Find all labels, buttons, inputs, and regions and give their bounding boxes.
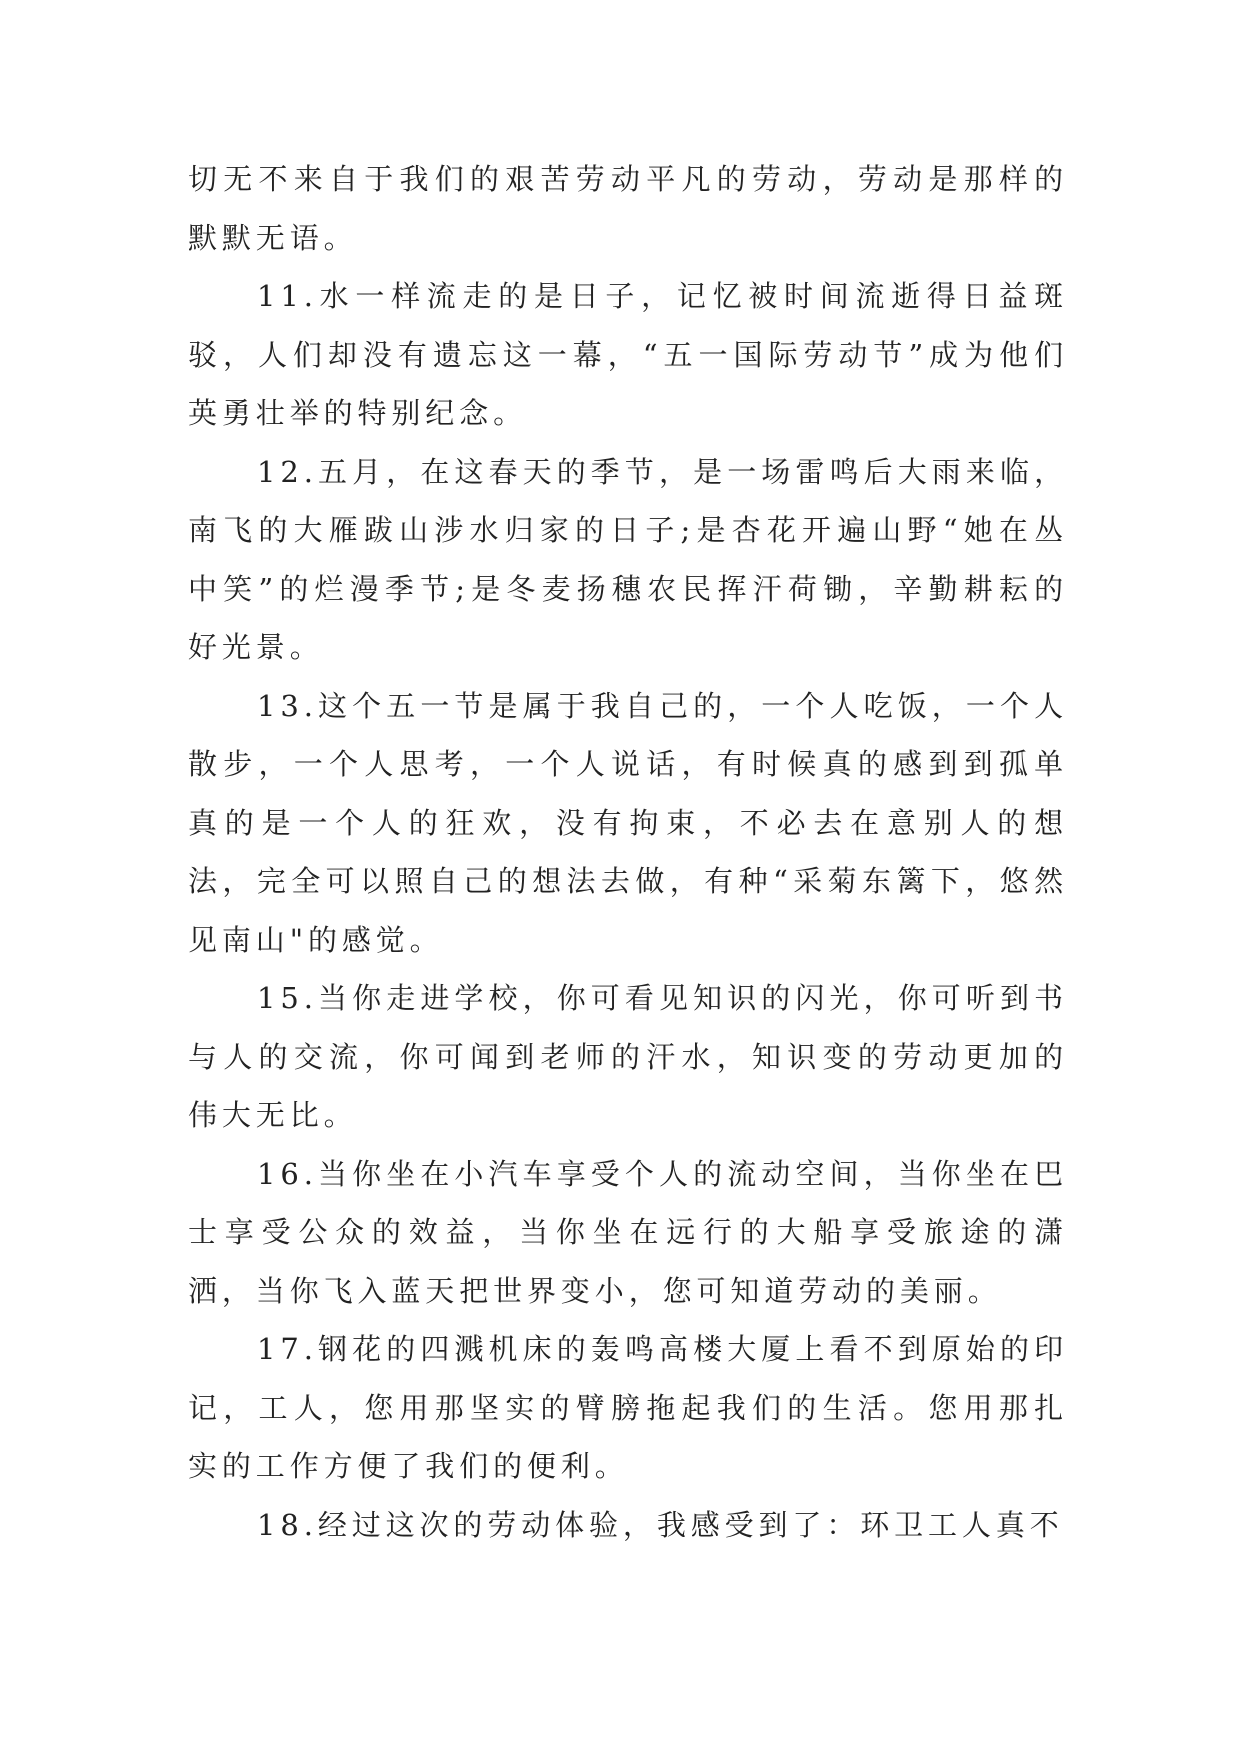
- paragraph-16: 16.当你坐在小汽车享受个人的流动空间，当你坐在巴士享受公众的效益，当你坐在远行的大船享受旅途的潇洒，当你飞入蓝天把世界变小，您可知道劳动的美丽。: [188, 1156, 1068, 1308]
- paragraph-18: 18.经过这次的劳动体验，我感受到了：环卫工人真不: [257, 1507, 1064, 1542]
- paragraph-13: 13.这个五一节是属于我自己的，一个人吃饭，一个人散步，一个人思考，一个人说话，有时候真的感到到孤单真的是一个人的狂欢，没有拘束，不必去在意别人的想法，完全可以照自己的想法去做，有种“采菊东篱下，悠然见南山"的感觉。: [188, 688, 1068, 957]
- paragraph-17: 17.钢花的四溅机床的轰鸣高楼大厦上看不到原始的印记，工人，您用那坚实的臂膀拖起我们的生活。您用那扎实的工作方便了我们的便利。: [188, 1332, 1068, 1483]
- paragraph-continued: 切无不来自于我们的艰苦劳动平凡的劳动，劳动是那样的默默无语。: [188, 162, 1068, 255]
- paragraph-11: 11.水一样流走的是日子，记忆被时间流逝得日益斑驳，人们却没有遗忘这一幕，“五一国际劳动节”成为他们英勇壮举的特别纪念。: [188, 279, 1068, 430]
- paragraph-15: 15.当你走进学校，你可看见知识的闪光，你可听到书与人的交流，你可闻到老师的汗水，知识变的劳动更加的伟大无比。: [188, 981, 1068, 1132]
- document-body: [188, 150, 1068, 1554]
- paragraph-12: 12.五月，在这春天的季节，是一场雷鸣后大雨来临，南飞的大雁跋山涉水归家的日子;是杏花开遍山野“她在丛中笑”的烂漫季节;是冬麦扬穗农民挥汗荷锄，辛勤耕耘的好光景。: [188, 454, 1068, 664]
